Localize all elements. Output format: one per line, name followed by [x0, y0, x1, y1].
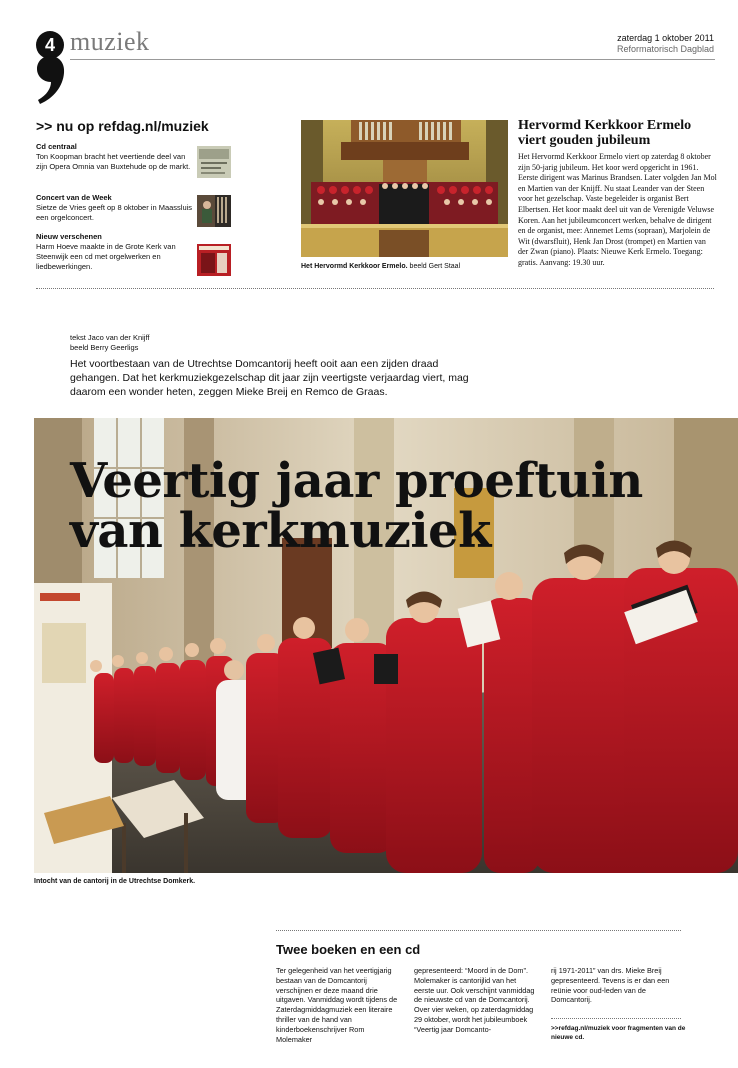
news-text: Ton Koopman bracht het veertiende deel van zijn Opera Omnia van Buxtehude op de markt. [36, 152, 191, 171]
byline-photographer: beeld Berry Geerligs [70, 343, 139, 352]
big-photo-caption: Intocht van de cantorij in de Utrechtse Domkerk. [34, 878, 196, 885]
news-text: Sietze de Vries geeft op 8 oktober in Maassluis een orgelconcert. [36, 203, 193, 222]
page-number: 4 [36, 31, 64, 59]
dotted-separator [551, 1018, 681, 1019]
article2-column-2: gepresenteerd: “Moord in de Dom”. Molemaker is cantorijlid van het eerste uur. Ook verschijnt vanmiddag de nieuwste cd van de Domcantorij. Over vier weken, op zaterdagmiddag 29 oktober, wordt het jubileumboek “Veertig jaar Domcanto- [414, 966, 535, 1034]
news-heading: Cd centraal [36, 142, 77, 151]
news-item-concert-van-de-week[interactable] [36, 193, 196, 223]
dotted-separator [36, 288, 714, 289]
dotted-separator [276, 930, 681, 931]
cd-cover-thumbnail[interactable] [197, 146, 231, 178]
choir-ermelo-photo [301, 120, 508, 257]
album-cover-thumbnail[interactable] [197, 244, 231, 276]
article2-headline[interactable]: Twee boeken en een cd [276, 942, 421, 957]
news-item-cd-centraal[interactable] [36, 142, 196, 172]
header-divider [70, 59, 715, 60]
paper-name: Reformatorisch Dagblad [616, 44, 714, 54]
main-headline [70, 453, 643, 559]
issue-date: zaterdag 1 oktober 2011 [617, 33, 714, 43]
article-body: Het Hervormd Kerkkoor Ermelo viert op zaterdag 8 oktober zijn 50-jarig jubileum. Het koor werd opgericht in 1961. Eerste dirigent was Marinus Brandsen. Later volgden Jan Mol en Martien van der Knijff. Nu staat Leander van der Steen voor het gezelschap. Vaste begeleider is organist Bert Elbertsen. Het koor maakt deel uit van de Verenigde Veluwse Koren. Aan het jubileumconcert werken, behalve de dirigent en de organist, mee: Annemet Lems (sopraan), Marjolein de Wit (dwarsfluit), Henk Jan Drost (trompet) en Martien van der Zwan (piano). Plaats: Nieuwe Kerk Ermelo. Toegang: gratis. Aanvang: 19.30 uur. [518, 152, 717, 267]
caption-text: Het Hervormd Kerkkoor Ermelo. [301, 263, 408, 270]
byline [70, 333, 150, 353]
comma-logo-icon [34, 54, 66, 106]
headline-line-1: Veertig jaar proeftuin [70, 453, 643, 509]
headline-line-2: van kerkmuziek [70, 503, 491, 559]
refdag-link-title[interactable]: >> nu op refdag.nl/muziek [36, 118, 209, 134]
organist-thumbnail[interactable] [197, 195, 231, 227]
article-headline[interactable]: Hervormd Kerkkoor Ermelo viert gouden jubileum [518, 118, 692, 148]
issue-date-block [617, 33, 714, 55]
article2-column-1: Ter gelegenheid van het veertigjarig bestaan van de Domcantorij verschijnen er deze maand drie uitgaven. Vanmiddag wordt tijdens de Zaterdagmiddagmuziek een literaire thriller van de hand van kinderboekenschrijver Rom Molemaker [276, 966, 398, 1044]
photo-caption [301, 263, 460, 270]
article-intro: Het voortbestaan van de Utrechtse Domcantorij heeft ooit aan een zijden draad gehangen. Dat het kerkmuziekgezelschap dit jaar zijn veertigste verjaardag viert, mag daarom een wonder heten, zeggen Mieke Breij en Remco de Graas. [70, 358, 469, 398]
news-item-nieuw-verschenen[interactable] [36, 232, 196, 272]
news-heading: Concert van de Week [36, 193, 112, 202]
byline-author: tekst Jaco van der Knijff [70, 333, 150, 342]
refdag-link-note[interactable]: >>refdag.nl/muziek voor fragmenten van de nieuwe cd. [551, 1025, 686, 1041]
news-text: Harm Hoeve maakte in de Grote Kerk van Steenwijk een cd met orgelwerken en liedbewerkingen. [36, 242, 176, 271]
section-title: muziek [70, 27, 150, 56]
photo-credit: beeld Gert Staal [409, 263, 461, 270]
news-heading: Nieuw verschenen [36, 232, 102, 241]
article2-column-3: rij 1971-2011” van drs. Mieke Breij gepresenteerd. Tevens is er dan een reünie voor oud-leden van de Domcantorij. [551, 966, 670, 1005]
